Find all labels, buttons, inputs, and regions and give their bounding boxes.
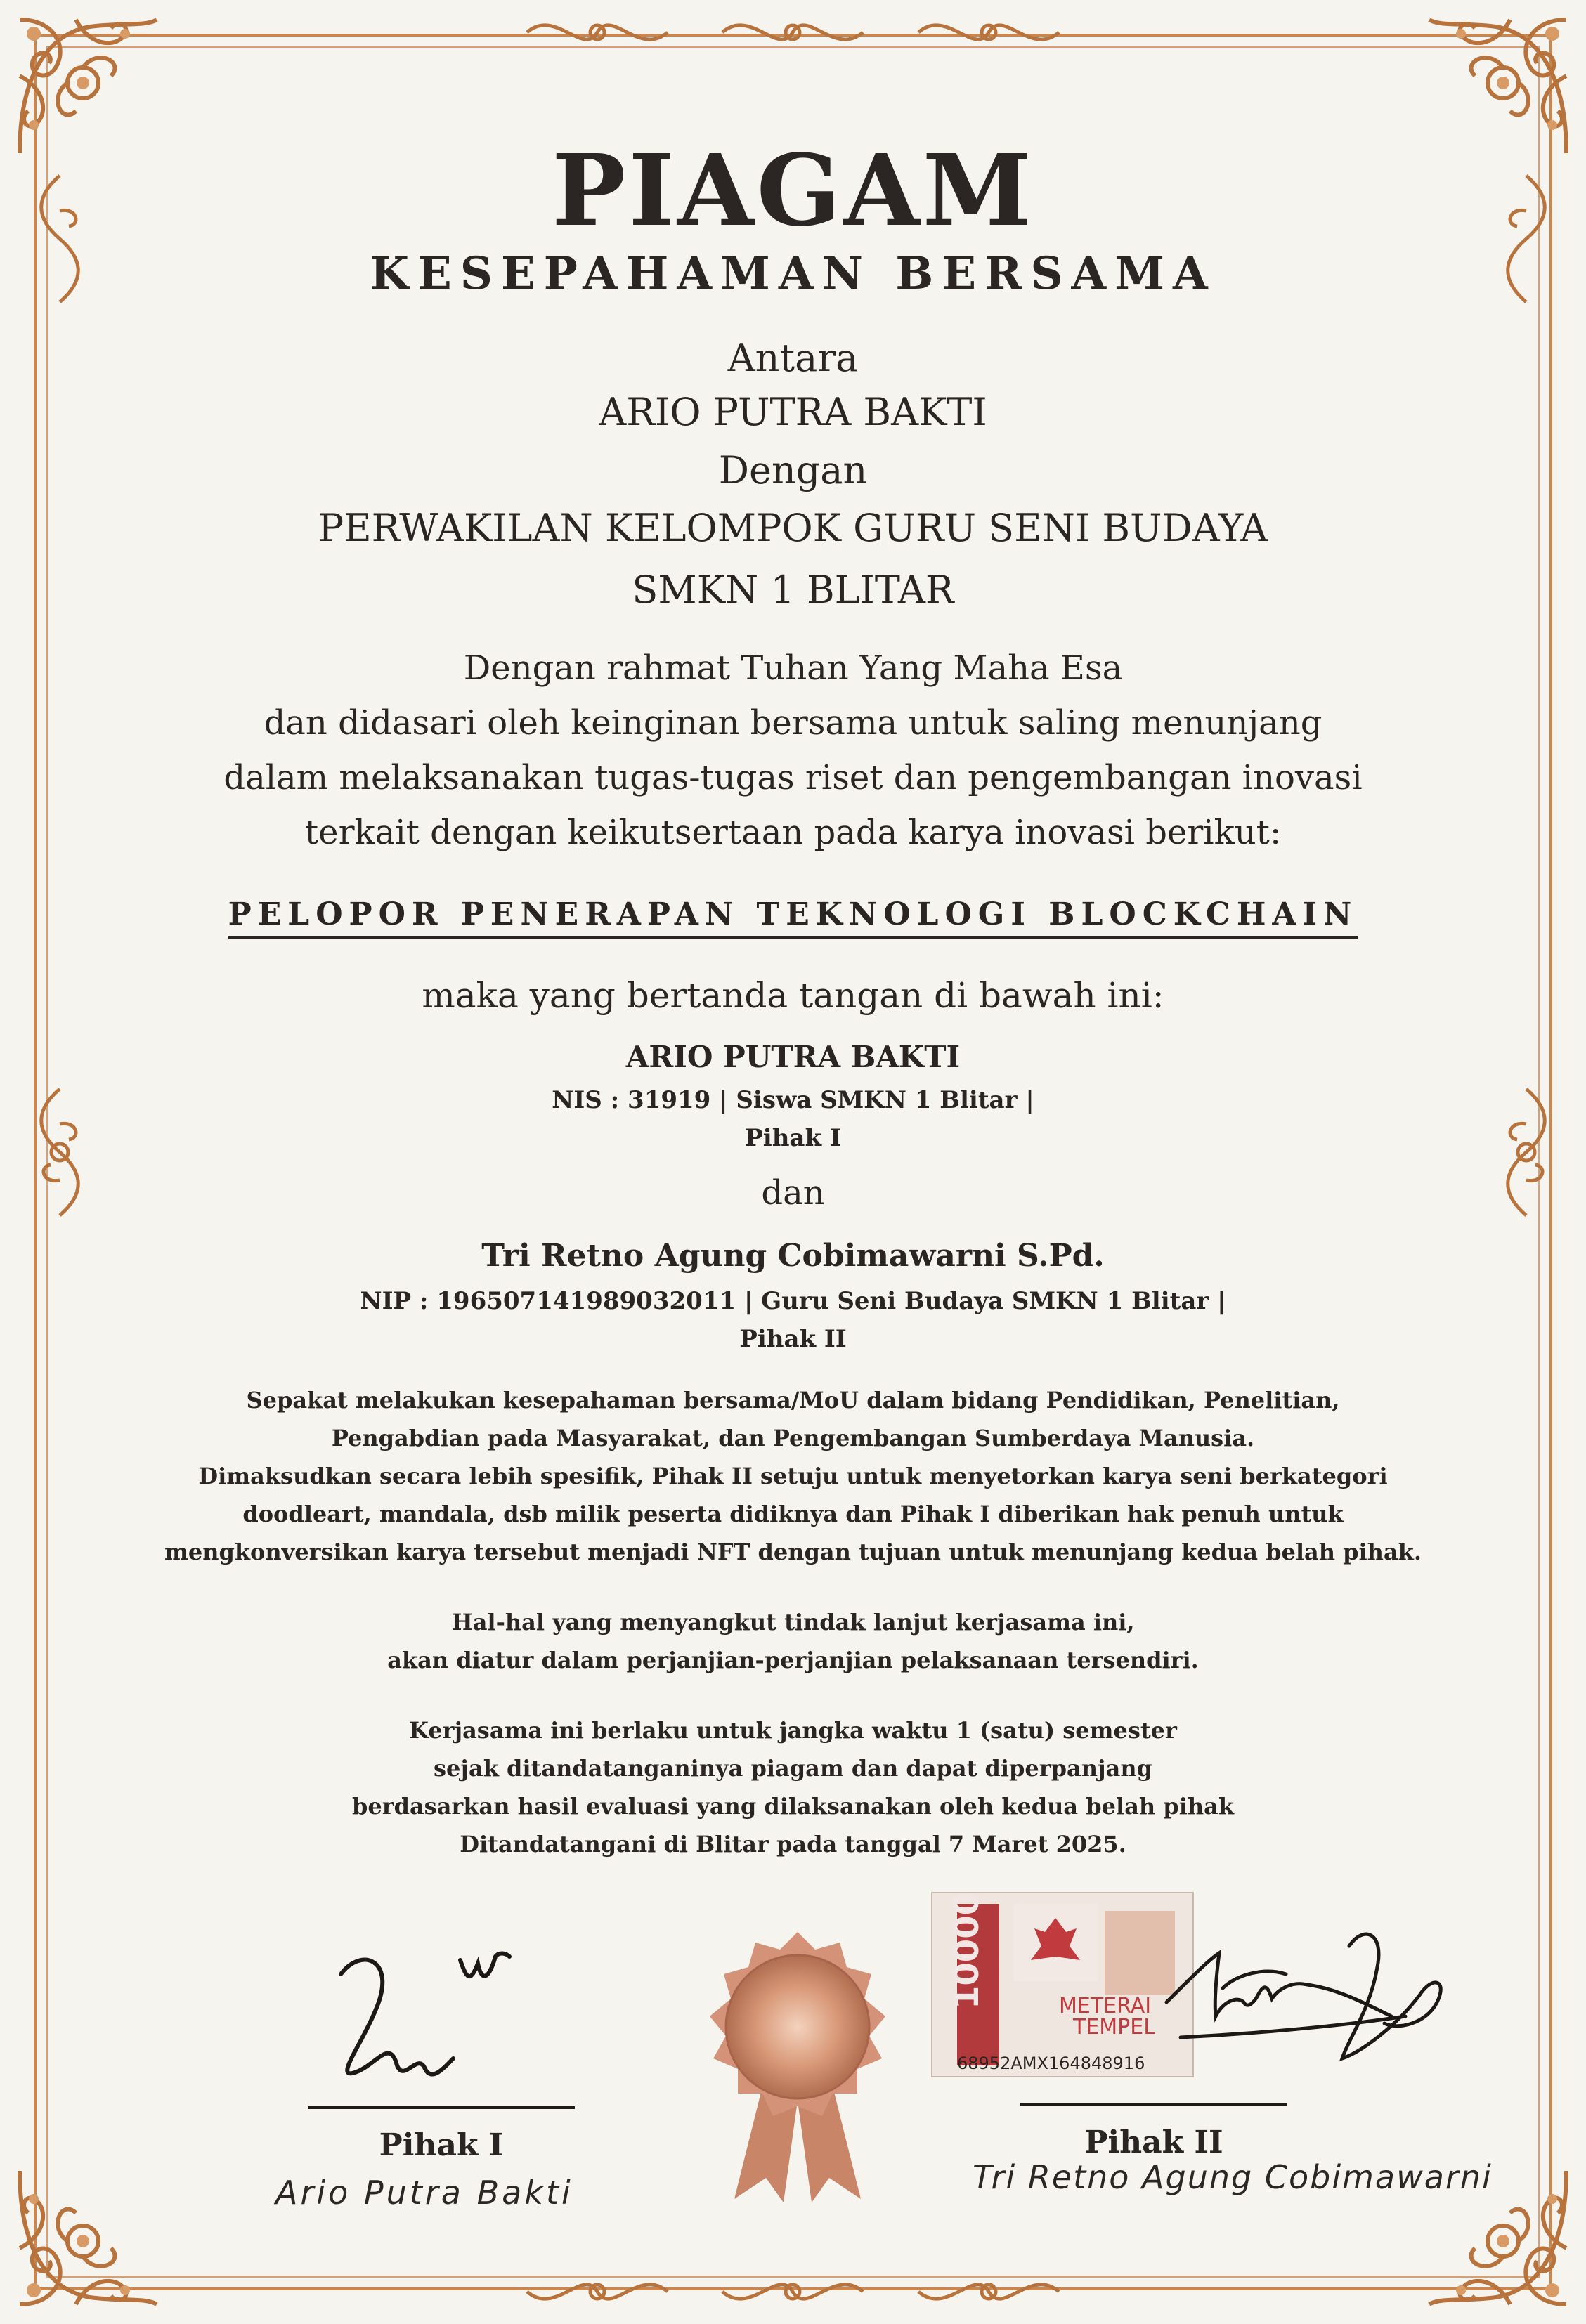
border-ornament-icon: [911, 4, 1066, 60]
intro-line: Dengan rahmat Tuhan Yang Maha Esa: [463, 648, 1123, 688]
dengan-label: Dengan: [718, 448, 868, 492]
corner-ornament-icon: [6, 2157, 167, 2318]
antara-label: Antara: [727, 336, 859, 380]
intro-line: dalam melaksanakan tugas-tugas riset dan pengembangan inovasi: [223, 758, 1363, 797]
signature-line: [308, 2106, 575, 2109]
party2-header-line2: SMKN 1 BLITAR: [632, 568, 954, 612]
stamp-serial: 68952AMX164848916: [957, 2054, 1145, 2073]
followup-line: Hal-hal yang menyangkut tindak lanjut kerjasama ini,: [451, 1609, 1135, 1636]
document-subtitle: KESEPAHAMAN BERSAMA: [370, 247, 1216, 300]
party2-signature: [1152, 1897, 1490, 2080]
validity-line: berdasarkan hasil evaluasi yang dilaksanakan oleh kedua belah pihak: [351, 1793, 1235, 1820]
signatories-intro: maka yang bertanda tangan di bawah ini:: [422, 975, 1164, 1016]
intro-line: terkait dengan keikutsertaan pada karya inovasi berikut:: [304, 813, 1282, 852]
intro-line: dan didasari oleh keinginan bersama untuk saling menunjang: [264, 703, 1322, 743]
party2-role: Pihak II: [739, 1325, 847, 1353]
agreement-line: mengkonversikan karya tersebut menjadi NFT dengan tujuan untuk menunjang kedua belah pihak.: [164, 1539, 1422, 1565]
dan-label: dan: [761, 1173, 825, 1213]
party2-header-line1: PERWAKILAN KELOMPOK GURU SENI BUDAYA: [318, 506, 1268, 550]
border-ornament-icon: [520, 4, 675, 60]
party1-role: Pihak I: [745, 1124, 841, 1152]
agreement-line: Pengabdian pada Masyarakat, dan Pengembangan Sumberdaya Manusia.: [331, 1425, 1255, 1451]
agreement-line: Dimaksudkan secara lebih spesifik, Pihak II setuju untuk menyetorkan karya seni berkategori: [198, 1463, 1388, 1489]
party1-header: ARIO PUTRA BAKTI: [599, 390, 987, 434]
validity-line: sejak ditandatanganinya piagam dan dapat diperpanjang: [434, 1755, 1152, 1782]
signing-date-line: Ditandatangani di Blitar pada tanggal 7 Maret 2025.: [460, 1831, 1126, 1858]
followup-line: akan diatur dalam perjanjian-perjanjian pelaksanaan tersendiri.: [387, 1647, 1199, 1673]
validity-line: Kerjasama ini berlaku untuk jangka waktu 1 (satu) semester: [409, 1717, 1177, 1744]
party1-handwritten-name: Ario Putra Bakti: [275, 2174, 573, 2212]
stamp-label-1: METERAI: [1059, 1994, 1152, 2018]
seal-icon: [685, 1925, 910, 2206]
agreement-line: Sepakat melakukan kesepahaman bersama/MoU dalam bidang Pendidikan, Penelitian,: [246, 1387, 1340, 1414]
stamp-value: 10000: [947, 1892, 987, 2009]
party1-id: NIS : 31919 | Siswa SMKN 1 Blitar |: [552, 1086, 1034, 1114]
border-ornament-icon: [715, 2264, 870, 2320]
document-title: PIAGAM: [552, 133, 1034, 249]
agreement-line: doodleart, mandala, dsb milik peserta didiknya dan Pihak I diberikan hak penuh untuk: [242, 1501, 1344, 1527]
stamp-label-2: TEMPEL: [1073, 2015, 1155, 2039]
innovation-title: [0, 896, 1586, 932]
party2-name: Tri Retno Agung Cobimawarni S.Pd.: [481, 1238, 1105, 1274]
party2-id: NIP : 196507141989032011 | Guru Seni Budaya SMKN 1 Blitar |: [360, 1287, 1226, 1315]
border-ornament-icon: [520, 2264, 675, 2320]
party1-sign-label: Pihak I: [379, 2127, 504, 2163]
party2-handwritten-name: Tri Retno Agung Cobimawarni: [973, 2158, 1493, 2196]
border-ornament-icon: [715, 4, 870, 60]
party1-signature: [320, 1932, 538, 2094]
border-ornament-icon: [911, 2264, 1066, 2320]
innovation-text: PELOPOR PENERAPAN TEKNOLOGI BLOCKCHAIN: [228, 896, 1358, 939]
signature-line: [1020, 2103, 1287, 2106]
party2-sign-label: Pihak II: [1084, 2124, 1223, 2160]
party1-name: ARIO PUTRA BAKTI: [625, 1040, 961, 1074]
